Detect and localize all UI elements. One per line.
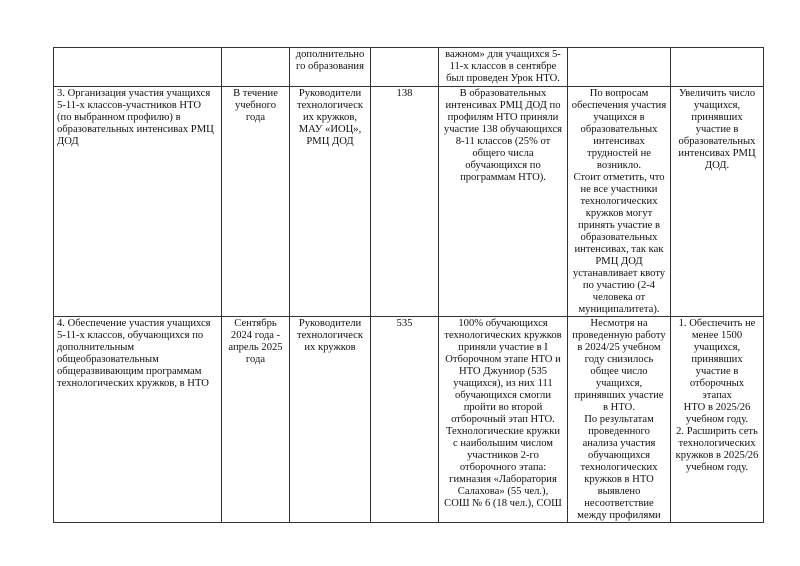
period-cell bbox=[222, 48, 290, 87]
tasks-cell: Увеличить число учащихся, принявших участие в образовательных интенсивах РМЦ ДОД. bbox=[671, 87, 764, 317]
responsible-cell: Руководители технологическ их кружков bbox=[290, 317, 371, 523]
activity-cell bbox=[54, 48, 222, 87]
table-row bbox=[54, 48, 764, 87]
result-cell: важном» для учащихся 5- 11-х классов в сентябре был проведен Урок НТО. bbox=[439, 48, 568, 87]
table-row bbox=[54, 317, 764, 523]
result-cell: В образовательных интенсивах РМЦ ДОД по профилям НТО приняли участие 138 обучающихся 8-11 классов (25% от общего числа обучающихся по программам НТО). bbox=[439, 87, 568, 317]
report-table bbox=[53, 47, 764, 523]
table-row bbox=[54, 87, 764, 317]
problems-cell: По вопросам обеспечения участия учащихся в образовательных интенсивах трудностей не возникло. Стоит отметить, что не все участники технологических кружков могут принять участие в образовательных интенсивах, так как РМЦ ДОД устанавливает квоту по участию (2-4 человека от муниципалитета). bbox=[568, 87, 671, 317]
activity-cell: 4. Обеспечение участия учащихся 5-11-х классов, обучающихся по дополнительным общеобразовательным общеразвивающим программам технологических кружков, в НТО bbox=[54, 317, 222, 523]
activity-cell: 3. Организация участия учащихся 5-11-х классов-участников НТО (по выбранном профилю) в образовательных интенсивах РМЦ ДОД bbox=[54, 87, 222, 317]
count-cell: 138 bbox=[371, 87, 439, 317]
count-cell bbox=[371, 48, 439, 87]
result-cell: 100% обучающихся технологических кружков приняли участие в I Отборочном этапе НТО и НТО Джуниор (535 учащихся), из них 111 обучающихся смогли пройти во второй отборочный этап НТО. Технологические кружки с наибольшим числом участников 2-го отборочного этапа: гимназия «Лаборатория Салахова» (55 чел.), СОШ № 6 (18 чел.), СОШ bbox=[439, 317, 568, 523]
count-cell: 535 bbox=[371, 317, 439, 523]
tasks-cell: 1. Обеспечить не менее 1500 учащихся, принявших участие в отборочных этапах НТО в 2025/26 учебном году. 2. Расширить сеть технологических кружков в 2025/26 учебном году. bbox=[671, 317, 764, 523]
responsible-cell: Руководители технологическ их кружков, МАУ «ИОЦ», РМЦ ДОД bbox=[290, 87, 371, 317]
period-cell: В течение учебного года bbox=[222, 87, 290, 317]
responsible-cell: дополнительно го образования bbox=[290, 48, 371, 87]
tasks-cell bbox=[671, 48, 764, 87]
problems-cell bbox=[568, 48, 671, 87]
problems-cell: Несмотря на проведенную работу в 2024/25 учебном году снизилось общее число учащихся, принявших участие в НТО. По результатам проведенного анализа участия обучающихся технологических кружков в НТО выявлено несоответствие между профилями bbox=[568, 317, 671, 523]
period-cell: Сентябрь 2024 года - апрель 2025 года bbox=[222, 317, 290, 523]
